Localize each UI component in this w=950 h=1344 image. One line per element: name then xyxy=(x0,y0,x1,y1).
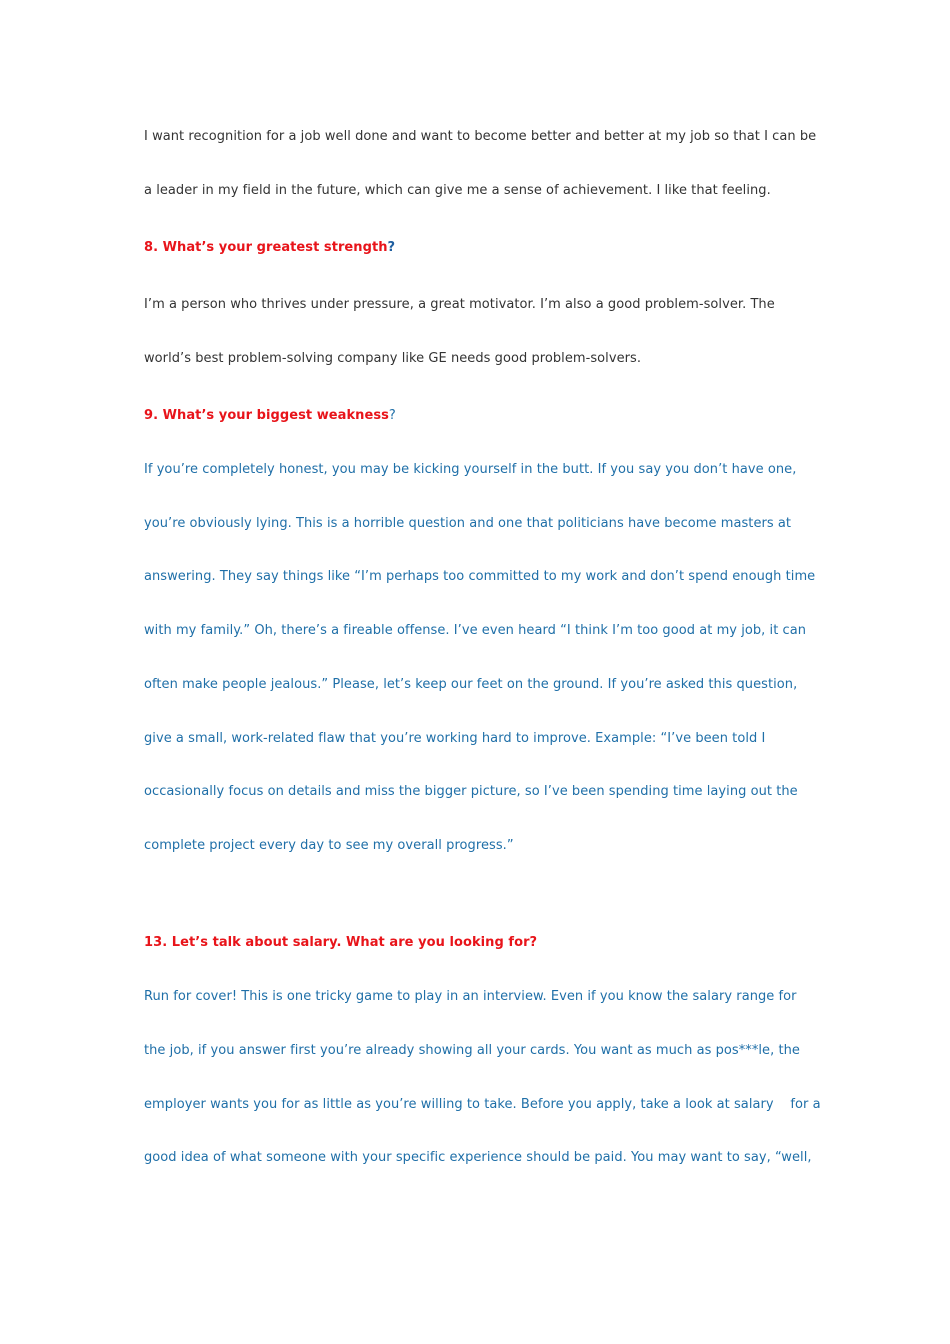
q9-answer-line-5: often make people jealous.” Please, let’s keep our feet on the ground. If you’re asked this question, xyxy=(144,677,798,692)
q9-answer-line-3: answering. They say things like “I’m perhaps too committed to my work and don’t spend enough time xyxy=(144,569,816,584)
q13-answer-line-2: the job, if you answer first you’re already showing all your cards. You want as much as pos***le, the xyxy=(144,1043,800,1058)
q9-question-mark: ? xyxy=(388,408,396,423)
intro-answer-line-2: a leader in my field in the future, which can give me a sense of achievement. I like that feeling. xyxy=(144,183,771,198)
q9-answer-line-4: with my family.” Oh, there’s a fireable offense. I’ve even heard “I think I’m too good at my job, it can xyxy=(144,623,807,638)
q13-answer-line-1: Run for cover! This is one tricky game to play in an interview. Even if you know the salary range for xyxy=(144,989,797,1004)
intro-answer-line-1: I want recognition for a job well done and want to become better and better at my job so that I can be xyxy=(144,129,817,144)
q8-heading-text: 8. What’s your greatest strength xyxy=(144,240,388,255)
q8-answer-line-1: I’m a person who thrives under pressure, a great motivator. I’m also a good problem-solver. The xyxy=(144,297,775,312)
q8-heading xyxy=(144,240,395,256)
q8-answer-line-2: world’s best problem-solving company like GE needs good problem-solvers. xyxy=(144,351,642,366)
q9-answer-line-2: you’re obviously lying. This is a horrible question and one that politicians have become masters at xyxy=(144,516,792,531)
q9-answer-line-8: complete project every day to see my overall progress.” xyxy=(144,838,514,853)
q13-answer-line-3: employer wants you for as little as you’re willing to take. Before you apply, take a look at salary for a xyxy=(144,1097,821,1112)
q9-heading xyxy=(144,408,396,424)
q13-heading: 13. Let’s talk about salary. What are you looking for? xyxy=(144,935,538,950)
q13-answer-line-4: good idea of what someone with your specific experience should be paid. You may want to say, “well, xyxy=(144,1150,812,1165)
q9-heading-text: 9. What’s your biggest weakness xyxy=(144,408,389,423)
q8-question-mark: ? xyxy=(387,240,396,255)
q9-answer-line-6: give a small, work-related flaw that you’re working hard to improve. Example: “I’ve been told I xyxy=(144,731,766,746)
q9-answer-line-1: If you’re completely honest, you may be kicking yourself in the butt. If you say you don’t have one, xyxy=(144,462,797,477)
q9-answer-line-7: occasionally focus on details and miss the bigger picture, so I’ve been spending time laying out the xyxy=(144,784,798,799)
